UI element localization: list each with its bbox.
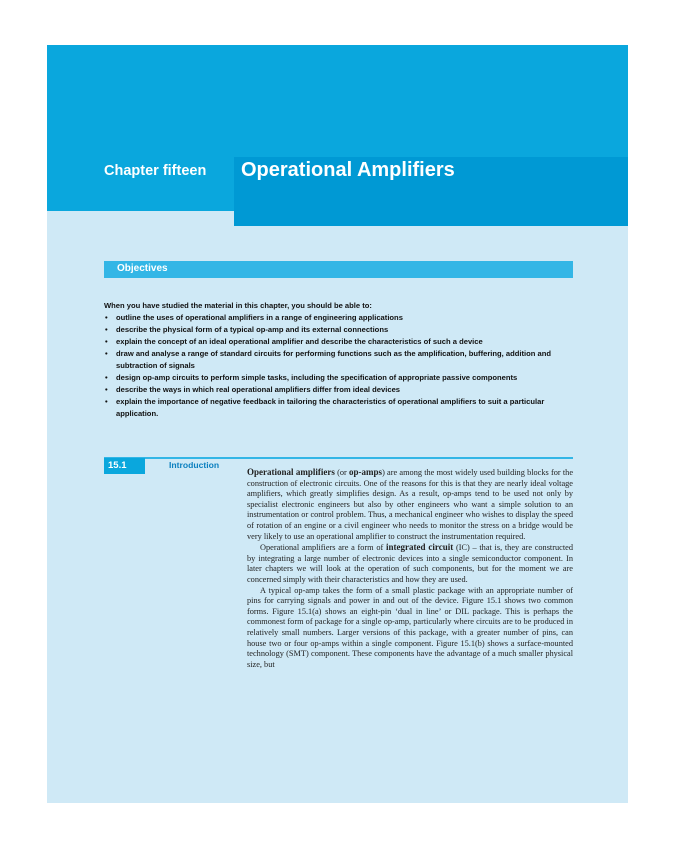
section-number: 15.1 — [108, 460, 127, 471]
objectives-intro: When you have studied the material in this chapter, you should be able to: — [104, 301, 372, 310]
objectives-bar — [104, 261, 573, 278]
book-page — [47, 45, 628, 803]
term-operational-amplifiers: Operational amplifiers — [247, 467, 335, 477]
objective-item: • draw and analyse a range of standard circuits for performing functions such as the amplification, buffering, addition and subtraction of signals — [104, 348, 576, 372]
section-body — [247, 467, 573, 670]
objective-item: • explain the concept of an ideal operational amplifier and describe the characteristics of such a device — [104, 336, 576, 348]
objectives-list — [104, 312, 576, 420]
objectives-heading: Objectives — [117, 263, 168, 274]
section-title: Introduction — [169, 460, 220, 470]
section-rule — [104, 457, 573, 459]
paragraph-2 — [247, 542, 573, 585]
objective-item: • describe the ways in which real operational amplifiers differ from ideal devices — [104, 384, 576, 396]
objective-item: • design op-amp circuits to perform simple tasks, including the specification of appropriate passive components — [104, 372, 576, 384]
chapter-label: Chapter fifteen — [104, 163, 207, 179]
term-op-amps: op-amps — [349, 467, 383, 477]
paragraph-text: ) are among the most widely used building blocks for the construction of electronic circuits. One of the reasons for this is that they are nearly ideal voltage amplifiers, which greatly simplifies design. As a result, op-amps tend to be used not only by specialist electronic engineers but also by other engineers who want a simple solution to an instrumentation or control problem. Thus, a mechanical engineer who wishes to display the speed of rotation of an engine or a civil engineer who needs to monitor the stress on a bridge would be very likely to use an operational amplifier to construct the instrumentation required. — [247, 468, 573, 541]
paragraph-text: (IC) – that is, they are constructed by integrating a large number of electronic devices into a single semiconductor component. In later chapters we will look at the operation of such components, but for the moment we are concerned simply with their characteristics and how they are used. — [247, 543, 573, 584]
objective-item: • explain the importance of negative feedback in tailoring the characteristics of operational amplifiers to suit a particular application. — [104, 396, 576, 420]
objective-item: • describe the physical form of a typical op-amp and its external connections — [104, 324, 576, 336]
objective-item: • outline the uses of operational amplifiers in a range of engineering applications — [104, 312, 576, 324]
paragraph-3: A typical op-amp takes the form of a small plastic package with an appropriate number of pins for carrying signals and power in and out of the device. Figure 15.1 shows two common forms. Figure 15.1(a) shows an eight-pin ‘dual in line’ or DIL package. This is perhaps the commonest form of package for a single op-amp, particularly where circuits are to be produced in relatively small numbers. Larger versions of this package, with a greater number of pins, can house two or four op-amps within a single component. Figure 15.1(b) shows a surface-mounted technology (SMT) component. These components have the advantage of a much smaller physical size, but — [247, 585, 573, 669]
paragraph-text: (or — [334, 468, 350, 477]
paragraph-text: Operational amplifiers are a form of — [260, 543, 386, 553]
chapter-title: Operational Amplifiers — [241, 159, 455, 181]
term-integrated-circuit: integrated circuit — [386, 542, 454, 553]
paragraph-1 — [247, 467, 573, 542]
